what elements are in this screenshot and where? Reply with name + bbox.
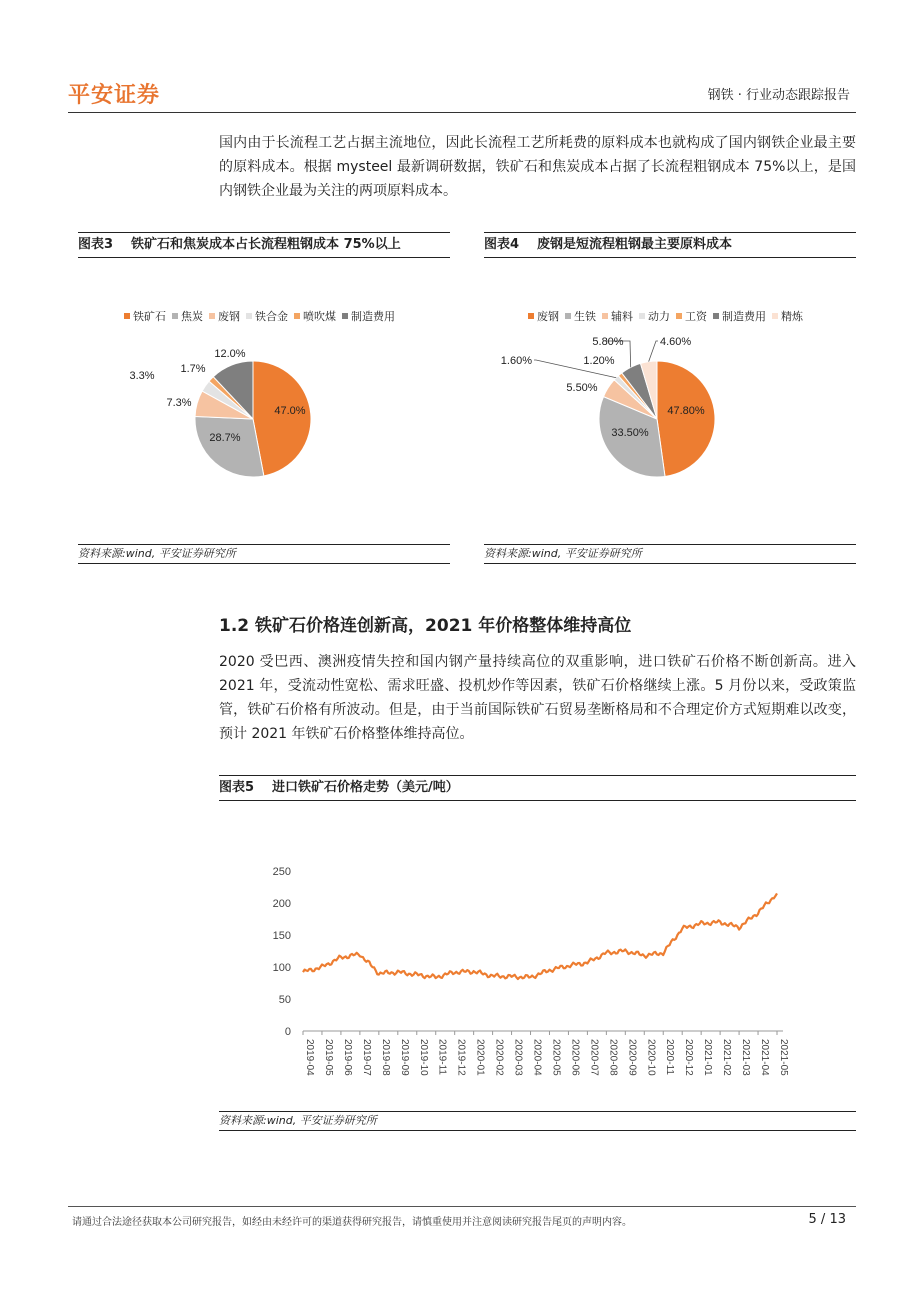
figure5-y-tick-label: 250 bbox=[272, 866, 291, 878]
figure4-legend-swatch bbox=[639, 313, 645, 319]
figure5-source: 资料来源:wind, 平安证券研究所 bbox=[219, 1111, 856, 1131]
figure4-legend-item bbox=[565, 308, 596, 324]
figure5-x-tick-label: 2020-12 bbox=[683, 1039, 695, 1076]
figure4-legend-swatch bbox=[772, 313, 778, 319]
figure4-legend-swatch bbox=[565, 313, 571, 319]
figure5-y-tick-label: 150 bbox=[272, 930, 291, 942]
figure3-legend-swatch bbox=[209, 313, 215, 319]
figure3-legend-swatch bbox=[294, 313, 300, 319]
figure5-x-tick-label: 2020-03 bbox=[512, 1039, 524, 1076]
figure3-legend-item bbox=[342, 308, 395, 324]
figure4-leader-line bbox=[649, 341, 658, 362]
figure5-x-tick-label: 2020-09 bbox=[626, 1039, 638, 1076]
figure3-slice bbox=[253, 361, 311, 476]
figure5-x-tick-label: 2019-07 bbox=[360, 1039, 372, 1076]
figure3-legend-label: 焦炭 bbox=[181, 310, 203, 323]
figure4-source: 资料来源:wind, 平安证券研究所 bbox=[484, 544, 856, 564]
figure5-x-tick-label: 2020-05 bbox=[550, 1039, 562, 1076]
figure4-legend-label: 辅料 bbox=[611, 310, 633, 323]
figure3-title-bar bbox=[78, 232, 450, 258]
figure4-legend-item bbox=[602, 308, 633, 324]
figure3-slice bbox=[195, 416, 264, 477]
figure3-data-label: 7.3% bbox=[166, 397, 192, 409]
figure4-label: 图表4 bbox=[484, 237, 520, 252]
figure5-x-tick-label: 2020-06 bbox=[569, 1039, 581, 1076]
figure4-legend bbox=[528, 308, 809, 324]
footer-disclaimer: 请通过合法途径获取本公司研究报告，如经由未经许可的渠道获得研究报告，请慎重使用并注意阅读研究报告尾页的声明内容。 bbox=[72, 1217, 632, 1228]
figure3-source: 资料来源:wind, 平安证券研究所 bbox=[78, 544, 450, 564]
figure3-legend-label: 制造费用 bbox=[351, 310, 395, 323]
figure4-legend-swatch bbox=[676, 313, 682, 319]
figure3-legend-swatch bbox=[172, 313, 178, 319]
figure4-title-bar bbox=[484, 232, 856, 258]
figure4-data-label: 5.50% bbox=[566, 382, 598, 394]
figure4-legend-item bbox=[639, 308, 670, 324]
figure5-x-tick-label: 2021-05 bbox=[778, 1039, 789, 1076]
figure4-legend-label: 工资 bbox=[685, 310, 707, 323]
figure5-y-tick-label: 0 bbox=[284, 1026, 291, 1038]
figure3-legend-label: 废钢 bbox=[218, 310, 240, 323]
figure5-x-tick-label: 2020-04 bbox=[531, 1039, 543, 1076]
figure5-y-tick-label: 100 bbox=[272, 962, 291, 974]
figure4-legend-label: 生铁 bbox=[574, 310, 596, 323]
section-paragraph: 2020 受巴西、澳洲疫情失控和国内钢产量持续高位的双重影响，进口铁矿石价格不断创新高。进入 2021 年，受流动性宽松、需求旺盛、投机炒作等因素，铁矿石价格继续上涨。5 月份以来，受政策监管，铁矿石价格有所波动。但是，由于当前国际铁矿石贸易垄断格局和不合理定价方式短期难以改变，预计 2021 年铁矿石价格整体维持高位。 bbox=[219, 654, 856, 742]
figure4-data-label: 5.80% bbox=[592, 336, 624, 348]
figure5-x-tick-label: 2019-11 bbox=[436, 1039, 448, 1075]
figure4-data-label: 47.80% bbox=[667, 405, 705, 417]
figure5-title: 进口铁矿石价格走势（美元/吨） bbox=[272, 780, 459, 795]
figure3-title: 铁矿石和焦炭成本占长流程粗钢成本 75%以上 bbox=[131, 237, 401, 252]
intro-paragraph: 国内由于长流程工艺占据主流地位，因此长流程工艺所耗费的原料成本也就构成了国内钢铁企业最主要的原料成本。根据 mysteel 最新调研数据，铁矿石和焦炭成本占据了长流程粗钢成本 75%以上，是国内钢铁企业最为关注的两项原料成本。 bbox=[219, 135, 856, 199]
figure4-legend-item bbox=[772, 308, 803, 324]
figure5-x-tick-label: 2019-12 bbox=[455, 1039, 467, 1076]
figure5-title-bar bbox=[219, 775, 856, 801]
figure4-slice bbox=[657, 361, 715, 476]
figure3-legend-item bbox=[294, 308, 336, 324]
figure5-x-tick-label: 2019-09 bbox=[398, 1039, 410, 1076]
figure3-legend-swatch bbox=[124, 313, 130, 319]
footer-divider bbox=[68, 1206, 856, 1207]
figure3-data-label: 1.7% bbox=[180, 363, 206, 375]
figure4-legend-label: 制造费用 bbox=[722, 310, 766, 323]
figure3-legend-swatch bbox=[246, 313, 252, 319]
figure5-x-tick-label: 2019-10 bbox=[417, 1039, 429, 1076]
figure4-title: 废钢是短流程粗钢最主要原料成本 bbox=[537, 237, 733, 252]
figure3-label: 图表3 bbox=[78, 237, 114, 252]
figure4-legend-item bbox=[713, 308, 766, 324]
figure5-x-tick-label: 2020-01 bbox=[474, 1039, 486, 1076]
figure5-y-tick-label: 50 bbox=[278, 994, 291, 1006]
figure3-legend-item bbox=[124, 308, 166, 324]
figure4-legend-label: 动力 bbox=[648, 310, 670, 323]
figure5-x-tick-label: 2020-02 bbox=[493, 1039, 505, 1076]
figure5-label: 图表5 bbox=[219, 780, 255, 795]
figure3-legend bbox=[124, 308, 401, 324]
figure3-data-label: 28.7% bbox=[209, 432, 241, 444]
company-logo: 平安证券 bbox=[68, 83, 161, 108]
figure5-y-tick-label: 200 bbox=[272, 898, 291, 910]
figure4-legend-item bbox=[676, 308, 707, 324]
figure4-data-label: 33.50% bbox=[611, 427, 649, 439]
figure3-legend-item bbox=[246, 308, 288, 324]
figure5-x-tick-label: 2021-02 bbox=[721, 1039, 733, 1076]
figure3-data-label: 47.0% bbox=[274, 405, 306, 417]
figure5-x-tick-label: 2021-01 bbox=[702, 1039, 714, 1076]
figure3-legend-label: 喷吹煤 bbox=[303, 310, 336, 323]
figure3-legend-label: 铁合金 bbox=[255, 310, 288, 323]
figure4-data-label: 1.20% bbox=[583, 355, 615, 367]
figure5-x-tick-label: 2020-10 bbox=[645, 1039, 657, 1076]
figure3-data-label: 3.3% bbox=[129, 370, 155, 382]
figure4-legend-swatch bbox=[602, 313, 608, 319]
figure4-data-label: 4.60% bbox=[660, 336, 692, 348]
report-type: 钢铁 · 行业动态跟踪报告 bbox=[707, 88, 850, 103]
section-heading: 1.2 铁矿石价格连创新高，2021 年价格整体维持高位 bbox=[219, 616, 632, 636]
figure4-legend-swatch bbox=[528, 313, 534, 319]
figure5-price-line bbox=[303, 893, 777, 979]
figure5-x-tick-label: 2019-08 bbox=[379, 1039, 391, 1076]
figure5-x-tick-label: 2020-11 bbox=[664, 1039, 676, 1075]
page-number: 5 / 13 bbox=[808, 1212, 846, 1227]
figure5-x-tick-label: 2021-03 bbox=[740, 1039, 752, 1076]
figure5-x-tick-label: 2019-04 bbox=[304, 1039, 315, 1076]
figure4-legend-label: 废钢 bbox=[537, 310, 559, 323]
figure5-x-tick-label: 2020-08 bbox=[607, 1039, 619, 1076]
figure3-pie-chart bbox=[78, 330, 450, 540]
figure5-x-tick-label: 2019-05 bbox=[322, 1039, 334, 1076]
figure4-legend-item bbox=[528, 308, 559, 324]
figure4-legend-label: 精炼 bbox=[781, 310, 803, 323]
figure5-x-tick-label: 2019-06 bbox=[341, 1039, 353, 1076]
header-divider bbox=[68, 112, 856, 113]
figure4-pie-chart bbox=[484, 330, 856, 540]
figure4-data-label: 1.60% bbox=[500, 355, 532, 367]
figure3-data-label: 12.0% bbox=[214, 348, 246, 360]
figure5-x-tick-label: 2021-04 bbox=[759, 1039, 771, 1076]
figure5-line-chart bbox=[219, 850, 856, 1108]
figure3-legend-item bbox=[172, 308, 203, 324]
figure4-legend-swatch bbox=[713, 313, 719, 319]
figure3-legend-item bbox=[209, 308, 240, 324]
figure5-x-tick-label: 2020-07 bbox=[588, 1039, 600, 1076]
figure3-legend-label: 铁矿石 bbox=[133, 310, 166, 323]
figure3-legend-swatch bbox=[342, 313, 348, 319]
